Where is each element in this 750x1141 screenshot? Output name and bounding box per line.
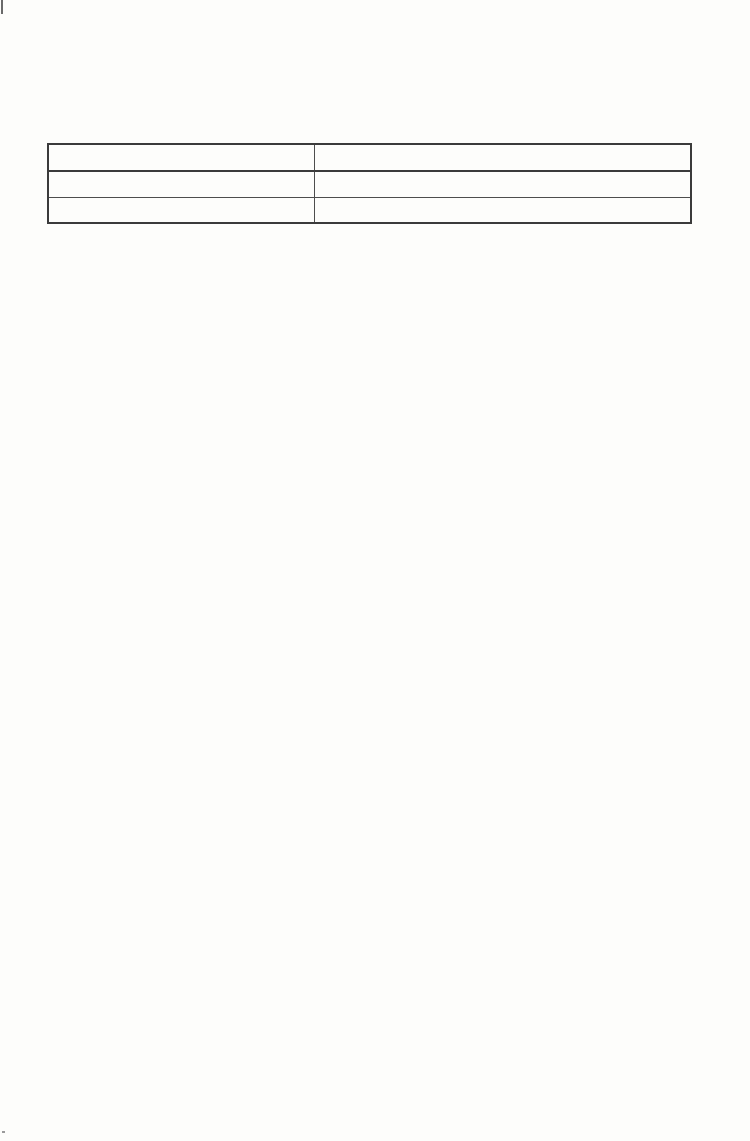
table-cell (48, 197, 315, 223)
document-body (0, 119, 750, 229)
table-cell (48, 171, 315, 197)
scan-edge-artifact (1, 0, 3, 14)
table-9-signal-generator-sweep-range (47, 143, 692, 224)
table-header-col-a (48, 144, 315, 171)
scan-edge-artifact (2, 1131, 5, 1133)
table-header-row (48, 144, 691, 171)
table-row (48, 197, 691, 223)
table-cell (315, 171, 691, 197)
table-header-col-b (315, 144, 691, 171)
table-9-caption (47, 120, 692, 141)
table-row (48, 171, 691, 197)
table-cell (315, 197, 691, 223)
